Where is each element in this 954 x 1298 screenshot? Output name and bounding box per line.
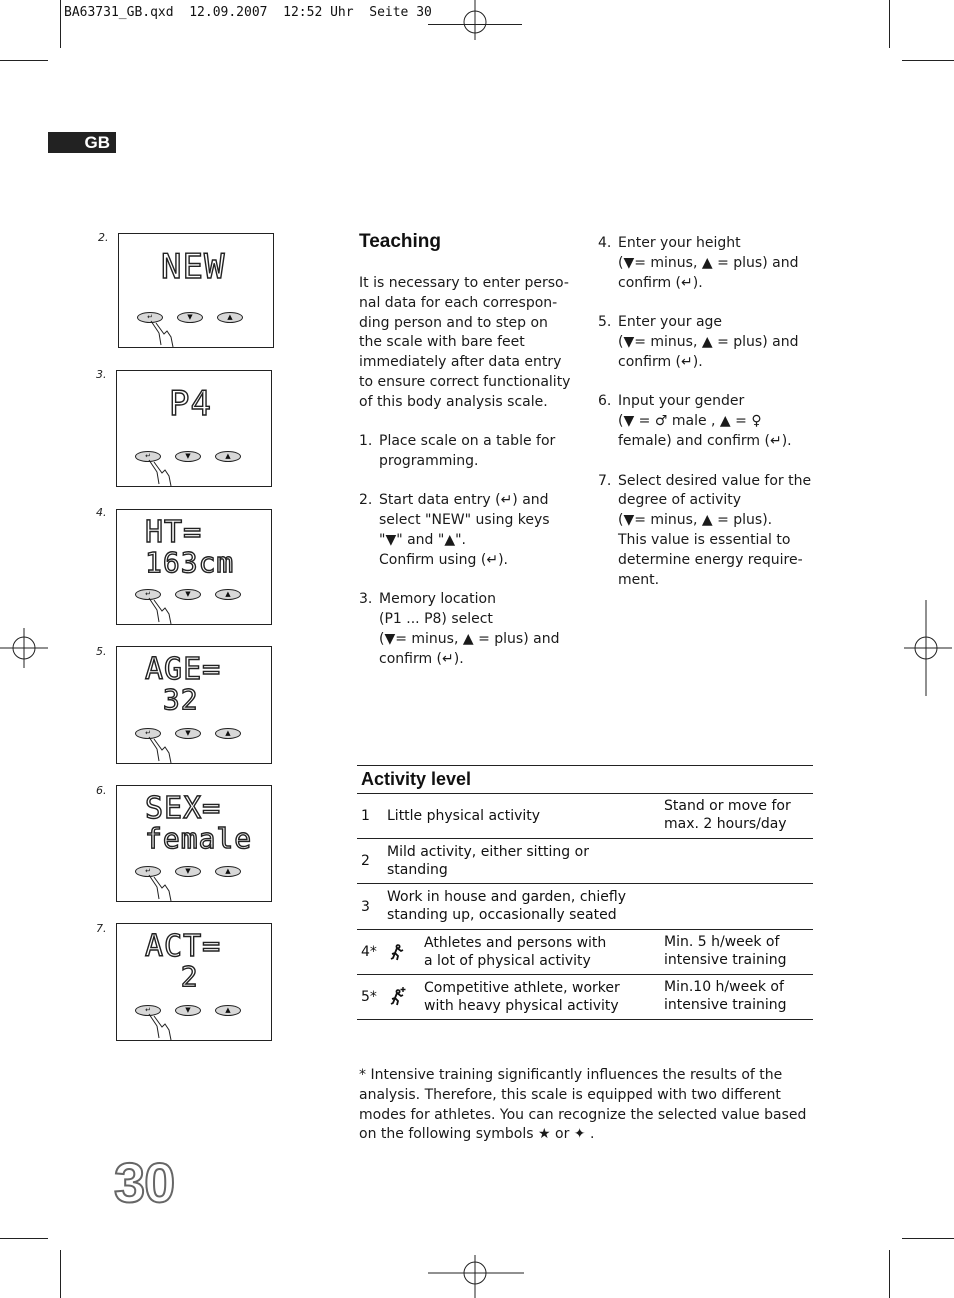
step-line: Select desired value for the — [618, 472, 812, 489]
activity-level: 1 — [361, 808, 370, 824]
step-number: 3. — [359, 591, 373, 608]
step-line: Enter your height — [618, 235, 741, 251]
activity-level: 2 — [361, 853, 370, 869]
step-line: (▼= minus, ▲ = plus) and — [618, 254, 799, 271]
runner-star-icon: ★ — [533, 1126, 556, 1143]
step-text — [618, 472, 811, 591]
lcd-line-1: HT= — [145, 515, 203, 550]
activity-description — [424, 979, 620, 1015]
step-line: Memory location — [379, 591, 496, 608]
confirm-button-icon: ↵ — [135, 451, 161, 462]
footnote-line: * Intensive training significantly influences the results of the — [359, 1067, 783, 1083]
lcd-line-2: 163cm — [145, 546, 235, 579]
lcd-line-1: NEW — [161, 247, 226, 287]
lcd-display — [116, 923, 272, 1041]
confirm-button-icon: ↵ — [135, 866, 161, 877]
step-line: confirm (↵). — [618, 274, 703, 291]
up-button-icon: ▲ — [217, 312, 243, 323]
intro-line: It is necessary to enter perso- — [359, 275, 569, 291]
lcd-display — [118, 233, 274, 348]
lcd-line-2: female — [145, 822, 253, 855]
footnote-line: analysis. Therefore, this scale is equipped with two different — [359, 1086, 781, 1103]
activity-note-line: intensive training — [664, 997, 787, 1013]
display-step-number: 5. — [96, 645, 107, 658]
up-button-icon: ▲ — [215, 1005, 241, 1016]
confirm-button-icon: ↵ — [135, 1005, 161, 1016]
activity-level: 5* — [361, 989, 377, 1005]
step-item — [359, 590, 579, 669]
intro-line: of this body analysis scale. — [359, 393, 548, 410]
activity-row — [357, 975, 813, 1020]
step-line: female) and confirm (↵). — [618, 432, 792, 449]
language-tab: GB — [48, 132, 116, 153]
step-line: Input your gender — [618, 393, 745, 410]
activity-description — [387, 843, 589, 879]
activity-level: 4* — [361, 944, 377, 960]
confirm-button-icon: ↵ — [135, 728, 161, 739]
crop-mark — [902, 60, 954, 61]
step-item — [359, 432, 579, 472]
teaching-title: Teaching — [359, 231, 441, 252]
pointing-hand-icon — [145, 596, 175, 626]
activity-description-line: Work in house and garden, chiefly — [387, 889, 626, 905]
activity-note-line: Min.10 h/week of — [664, 979, 784, 995]
confirm-button-icon: ↵ — [137, 312, 163, 323]
down-button-icon: ▼ — [175, 1005, 201, 1016]
intro-line: immediately after data entry — [359, 354, 562, 371]
activity-description — [424, 934, 606, 970]
step-text — [618, 392, 792, 451]
lcd-display — [116, 646, 272, 764]
display-step-number: 6. — [96, 784, 107, 797]
runner-icon: ✦ — [569, 1126, 590, 1143]
activity-note — [664, 978, 787, 1014]
activity-note-line: intensive training — [664, 952, 787, 968]
activity-description-line: standing — [387, 862, 448, 878]
confirm-button-icon: ↵ — [135, 589, 161, 600]
activity-description-line: Little physical activity — [387, 808, 541, 824]
lcd-line-1: AGE= — [145, 652, 222, 687]
teaching-steps-continued — [598, 234, 818, 610]
step-line: (▼= minus, ▲ = plus) and — [379, 630, 560, 647]
footnote-last-line — [359, 1125, 809, 1145]
display-step-number: 2. — [98, 231, 109, 244]
activity-row — [357, 884, 813, 930]
up-button-icon: ▲ — [215, 866, 241, 877]
step-item — [598, 472, 818, 591]
activity-description-line: Competitive athlete, worker — [424, 980, 620, 996]
runner-star-icon — [389, 987, 407, 1007]
teaching-intro — [359, 274, 574, 413]
step-line: determine energy require- — [618, 551, 803, 568]
display-step-number: 3. — [96, 368, 107, 381]
step-line: select "NEW" using keys — [379, 512, 550, 529]
file-header: BA63731_GB.qxd 12.09.2007 12:52 Uhr Seite 30 — [64, 5, 432, 20]
step-line: (P1 ... P8) select — [379, 611, 493, 628]
step-number: 7. — [598, 472, 612, 489]
footnote-or: or — [555, 1126, 570, 1143]
up-button-icon: ▲ — [215, 589, 241, 600]
down-button-icon: ▼ — [175, 728, 201, 739]
step-number: 2. — [359, 492, 373, 509]
lcd-line-1: SEX= — [145, 791, 222, 826]
step-number: 1. — [359, 433, 373, 449]
pointing-hand-icon — [145, 873, 175, 903]
pointing-hand-icon — [145, 735, 175, 765]
activity-description-line: Athletes and persons with — [424, 935, 607, 951]
step-item — [598, 313, 818, 372]
activity-note-line: max. 2 hours/day — [664, 816, 787, 832]
step-line: confirm (↵). — [379, 650, 464, 667]
step-text — [618, 234, 798, 293]
pointing-hand-icon — [147, 319, 177, 349]
step-number: 4. — [598, 235, 612, 251]
registration-target-icon — [428, 1255, 524, 1298]
step-number: 5. — [598, 314, 612, 331]
up-button-icon: ▲ — [215, 451, 241, 462]
lcd-line-2: 2 — [145, 960, 199, 993]
crop-mark — [889, 0, 890, 48]
lcd-display — [116, 509, 272, 625]
intro-line: to ensure correct functionality — [359, 373, 571, 390]
activity-note-line: Min. 5 h/week of — [664, 934, 780, 950]
step-item — [598, 392, 818, 451]
step-line: confirm (↵). — [618, 353, 703, 370]
lcd-display — [116, 370, 272, 487]
step-line: This value is essential to — [618, 531, 791, 548]
lcd-line-2: 32 — [145, 683, 199, 716]
step-line: (▼= minus, ▲ = plus). — [618, 512, 773, 529]
step-line: Start data entry (↵) and — [379, 492, 549, 509]
down-button-icon: ▼ — [177, 312, 203, 323]
step-line: Place scale on a table for — [379, 433, 556, 449]
down-button-icon: ▼ — [175, 866, 201, 877]
pointing-hand-icon — [145, 458, 175, 488]
intro-line: ding person and to step on — [359, 314, 548, 331]
activity-description-line: Mild activity, either sitting or — [387, 844, 589, 860]
activity-title: Activity level — [357, 765, 813, 794]
crop-mark — [889, 1250, 890, 1298]
registration-target-icon — [455, 0, 495, 40]
runner-icon — [389, 942, 407, 962]
crop-mark — [60, 0, 61, 48]
step-text — [379, 432, 555, 472]
step-line: Confirm using (↵). — [379, 551, 509, 568]
display-step-number: 4. — [96, 506, 107, 519]
registration-target-icon — [904, 600, 952, 696]
crop-mark — [60, 1250, 61, 1298]
step-line: (▼= minus, ▲ = plus) and — [618, 333, 799, 350]
footnote-line: modes for athletes. You can recognize the selected value based — [359, 1106, 807, 1123]
step-text — [379, 491, 550, 570]
step-item — [359, 491, 579, 570]
activity-description — [387, 888, 626, 924]
activity-description-line: with heavy physical activity — [424, 998, 619, 1014]
crop-mark — [902, 1238, 954, 1239]
activity-row — [357, 794, 813, 839]
step-line: Enter your age — [618, 314, 723, 331]
footnote-end: . — [589, 1126, 595, 1143]
activity-description — [387, 807, 540, 825]
step-line: "▼" and "▲". — [379, 531, 466, 548]
page-number: 30 — [114, 1151, 175, 1214]
pointing-hand-icon — [145, 1012, 175, 1042]
registration-target-icon — [0, 628, 48, 668]
activity-note-line: Stand or move for — [664, 798, 791, 814]
step-line: programming. — [379, 452, 479, 469]
intro-line: the scale with bare feet — [359, 334, 525, 351]
lcd-line-1: P4 — [169, 384, 212, 424]
lcd-display — [116, 785, 272, 902]
intro-line: nal data for each correspon- — [359, 294, 558, 311]
step-line: (▼ = ♂ male , ▲ = ♀ — [618, 413, 762, 430]
step-number: 6. — [598, 393, 612, 410]
teaching-steps — [359, 432, 579, 689]
lcd-line-1: ACT= — [145, 929, 222, 964]
activity-level: 3 — [361, 898, 370, 915]
activity-row — [357, 839, 813, 884]
footnote — [359, 1066, 809, 1145]
crop-mark — [0, 60, 48, 61]
down-button-icon: ▼ — [175, 451, 201, 462]
footnote-symbols-text: on the following symbols — [359, 1126, 534, 1143]
activity-description-line: standing up, occasionally seated — [387, 907, 617, 923]
display-step-number: 7. — [96, 922, 107, 935]
step-line: ment. — [618, 571, 660, 588]
crop-mark — [0, 1238, 48, 1239]
step-text — [618, 313, 798, 372]
step-item — [598, 234, 818, 293]
up-button-icon: ▲ — [215, 728, 241, 739]
step-text — [379, 590, 559, 669]
activity-note — [664, 933, 787, 969]
activity-table — [357, 765, 813, 1020]
activity-note — [664, 797, 791, 833]
activity-description-line: a lot of physical activity — [424, 953, 591, 969]
down-button-icon: ▼ — [175, 589, 201, 600]
activity-row — [357, 930, 813, 975]
step-line: degree of activity — [618, 492, 742, 509]
